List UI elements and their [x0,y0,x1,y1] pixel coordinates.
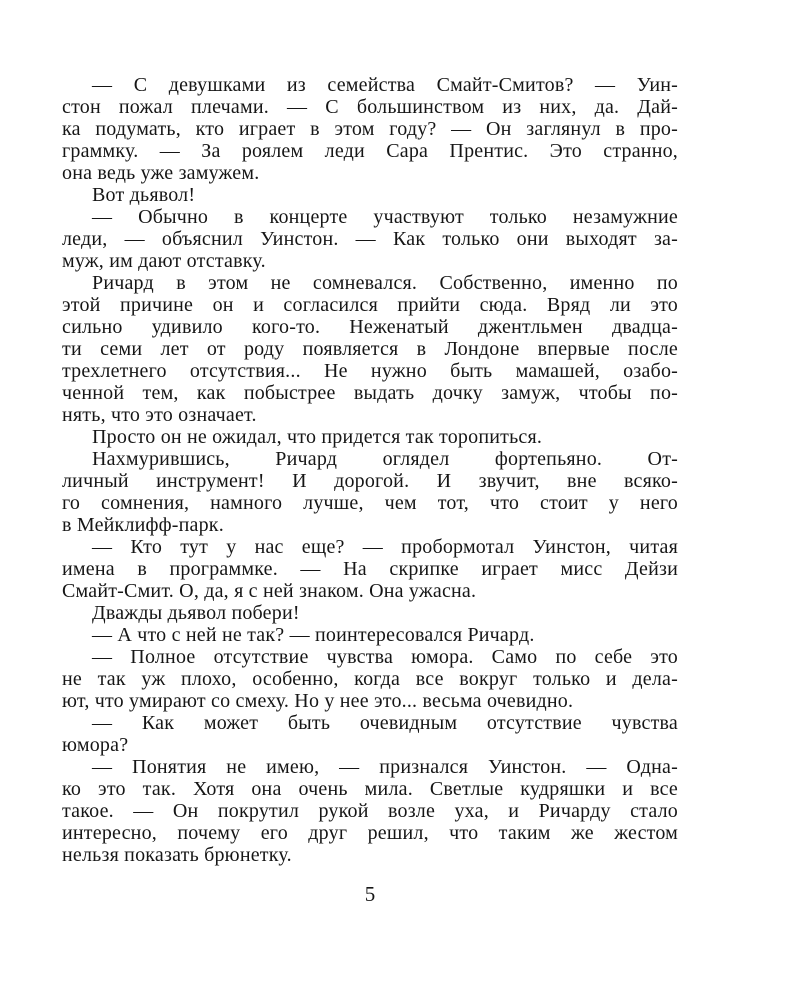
text-line: ти семи лет от роду появляется в Лондоне впервые после [62,338,678,360]
text-line: ка подумать, кто играет в этом году? — Он заглянул в про- [62,118,678,140]
text-line: муж, им дают отставку. [62,250,266,272]
text-line: не так уж плохо, особенно, когда все вокруг только и дела- [62,668,678,690]
text-line: этой причине он и согласился прийти сюда. Вряд ли это [62,294,678,316]
text-line: нельзя показать брюнетку. [62,844,292,866]
paragraph [62,624,678,646]
text-line: имена в программке. — На скрипке играет мисс Дейзи [62,558,678,580]
text-line: Нахмурившись, Ричард оглядел фортепьяно. От- [92,448,678,470]
text-line: — А что с ней не так? — поинтересовался Ричард. [92,624,535,646]
book-page-text [62,74,678,866]
text-line: — Кто тут у нас еще? — пробормотал Уинстон, читая [92,536,678,558]
text-line: личный инструмент! И дорогой. И звучит, вне всяко- [62,470,678,492]
page-number: 5 [364,882,376,906]
paragraph [62,602,678,624]
text-line: го сомнения, намного лучше, чем тот, что стоит у него [62,492,678,514]
paragraph [62,646,678,712]
paragraph [62,206,678,272]
paragraph [62,448,678,536]
text-line: ют, что умирают со смеху. Но у нее это... весьма очевидно. [62,690,574,712]
text-line: Вот дьявол! [92,184,196,206]
text-line: — Понятия не имею, — признался Уинстон. — Одна- [92,756,678,778]
text-line: Просто он не ожидал, что придется так торопиться. [92,426,543,448]
paragraph [62,184,678,206]
text-line: граммку. — За роялем леди Сара Прентис. Это странно, [62,140,678,162]
paragraph [62,426,678,448]
text-line: нять, что это означает. [62,404,257,426]
text-line: Дважды дьявол побери! [92,602,300,624]
text-line: Смайт-Смит. О, да, я с ней знаком. Она ужасна. [62,580,477,602]
text-line: Ричард в этом не сомневался. Собственно, именно по [92,272,678,294]
text-line: сильно удивило кого-то. Неженатый джентльмен двадца- [62,316,678,338]
paragraph [62,536,678,602]
text-line: — С девушками из семейства Смайт-Смитов? — Уин- [92,74,678,96]
paragraph [62,712,678,756]
text-line: в Мейклифф-парк. [62,514,224,536]
paragraph [62,74,678,184]
text-line: юмора? [62,734,129,756]
text-line: она ведь уже замужем. [62,162,260,184]
text-line: леди, — объяснил Уинстон. — Как только они выходят за- [62,228,678,250]
text-line: такое. — Он покрутил рукой возле уха, и Ричарду стало [62,800,678,822]
text-line: интересно, почему его друг решил, что таким же жестом [62,822,678,844]
text-line: ченной тем, как побыстрее выдать дочку замуж, чтобы по- [62,382,678,404]
text-line: — Полное отсутствие чувства юмора. Само по себе это [92,646,678,668]
paragraph [62,272,678,426]
text-line: — Как может быть очевидным отсутствие чувства [92,712,678,734]
text-line: — Обычно в концерте участвуют только незамужние [92,206,678,228]
text-line: трехлетнего отсутствия... Не нужно быть мамашей, озабо- [62,360,678,382]
paragraph [62,756,678,866]
text-line: стон пожал плечами. — С большинством из них, да. Дай- [62,96,678,118]
text-line: ко это так. Хотя она очень мила. Светлые кудряшки и все [62,778,678,800]
